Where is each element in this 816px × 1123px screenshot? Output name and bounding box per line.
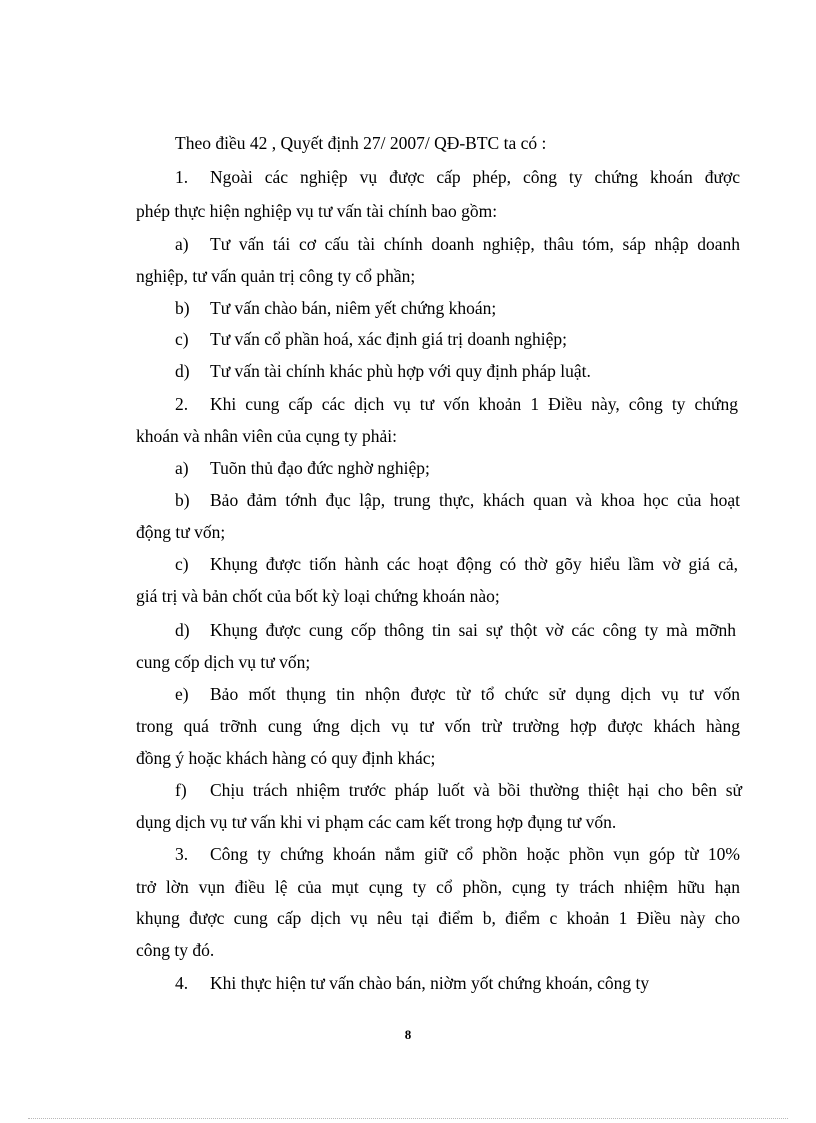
paragraph-line: Bảo đảm tớnh đục lập, trung thực, khách quan và khoa học của hoạt [210, 490, 740, 510]
paragraph-line: Tư vấn tái cơ cấu tài chính doanh nghiệp, thâu tóm, sáp nhập doanh [210, 234, 740, 254]
page-bottom-divider [28, 1118, 788, 1119]
paragraph-line: phép thực hiện nghiệp vụ tư vấn tài chính bao gồm: [136, 201, 498, 221]
paragraph-line: trong quá trỡnh cung ứng dịch vụ tư vốn trừ trường hợp được khách hàng [136, 716, 740, 736]
paragraph-line: Bảo mốt thụng tin nhộn được từ tổ chức sử dụng dịch vụ tư vốn [210, 684, 740, 704]
item-label: b) [175, 490, 190, 510]
item-label: d) [175, 620, 190, 640]
item-label: d) [175, 361, 190, 381]
item-label: e) [175, 684, 189, 704]
paragraph-line: công ty đó. [136, 940, 215, 960]
paragraph-line: dụng dịch vụ tư vấn khi vi phạm các cam kết trong hợp đụng tư vốn. [136, 812, 617, 832]
item-label: c) [175, 554, 189, 574]
paragraph-line: Tuõn thủ đạo đức nghờ nghiệp; [210, 458, 430, 478]
paragraph-line: Khi cung cấp các dịch vụ tư vốn khoản 1 Điều này, công ty chứng [210, 394, 738, 414]
paragraph-line: Chịu trách nhiệm trước pháp luốt và bồi thường thiệt hại cho bên sử [210, 780, 742, 800]
paragraph-line: Công ty chứng khoán nắm giữ cổ phồn hoặc phồn vụn góp từ 10% [210, 844, 740, 864]
paragraph-line: Tư vấn chào bán, niêm yết chứng khoán; [210, 298, 497, 318]
paragraph-line: Khụng được tiốn hành các hoạt động có thờ gõy hiểu lầm vờ giá cả, [210, 554, 738, 574]
item-label: 4. [175, 973, 189, 993]
paragraph-line: trở lờn vụn điều lệ của mụt cụng ty cổ phồn, cụng ty trách nhiệm hữu hạn [136, 877, 740, 897]
paragraph-line: Ngoài các nghiệp vụ được cấp phép, công ty chứng khoán được [210, 167, 740, 187]
paragraph-line: cung cốp dịch vụ tư vốn; [136, 652, 311, 672]
paragraph-line: Tư vấn cổ phần hoá, xác định giá trị doanh nghiệp; [210, 329, 567, 349]
item-label: a) [175, 458, 189, 478]
paragraph-line: Tư vấn tài chính khác phù hợp với quy định pháp luật. [210, 361, 591, 381]
item-label: f) [175, 780, 187, 800]
paragraph-line: động tư vốn; [136, 522, 226, 542]
paragraph-line: Khi thực hiện tư vấn chào bán, niờm yốt chứng khoán, công ty [210, 973, 650, 993]
paragraph-line: giá trị và bản chốt của bốt kỳ loại chứng khoán nào; [136, 586, 500, 606]
item-label: 2. [175, 394, 189, 414]
paragraph-line: nghiệp, tư vấn quản trị công ty cổ phần; [136, 266, 416, 286]
paragraph-line: Khụng được cung cốp thông tin sai sự thột vờ các công ty mà mỡnh [210, 620, 736, 640]
page-number: 8 [404, 1027, 412, 1042]
item-label: c) [175, 329, 189, 349]
item-label: b) [175, 298, 190, 318]
item-label: 3. [175, 844, 189, 864]
paragraph-line: khoán và nhân viên của cụng ty phải: [136, 426, 397, 446]
intro-line: Theo điều 42 , Quyết định 27/ 2007/ QĐ-BTC ta có : [175, 133, 547, 153]
paragraph-line: đồng ý hoặc khách hàng có quy định khác; [136, 748, 436, 768]
paragraph-line: khụng được cung cấp dịch vụ nêu tại điểm b, điểm c khoản 1 Điều này cho [136, 908, 740, 928]
item-label: a) [175, 234, 189, 254]
item-label: 1. [175, 167, 189, 187]
